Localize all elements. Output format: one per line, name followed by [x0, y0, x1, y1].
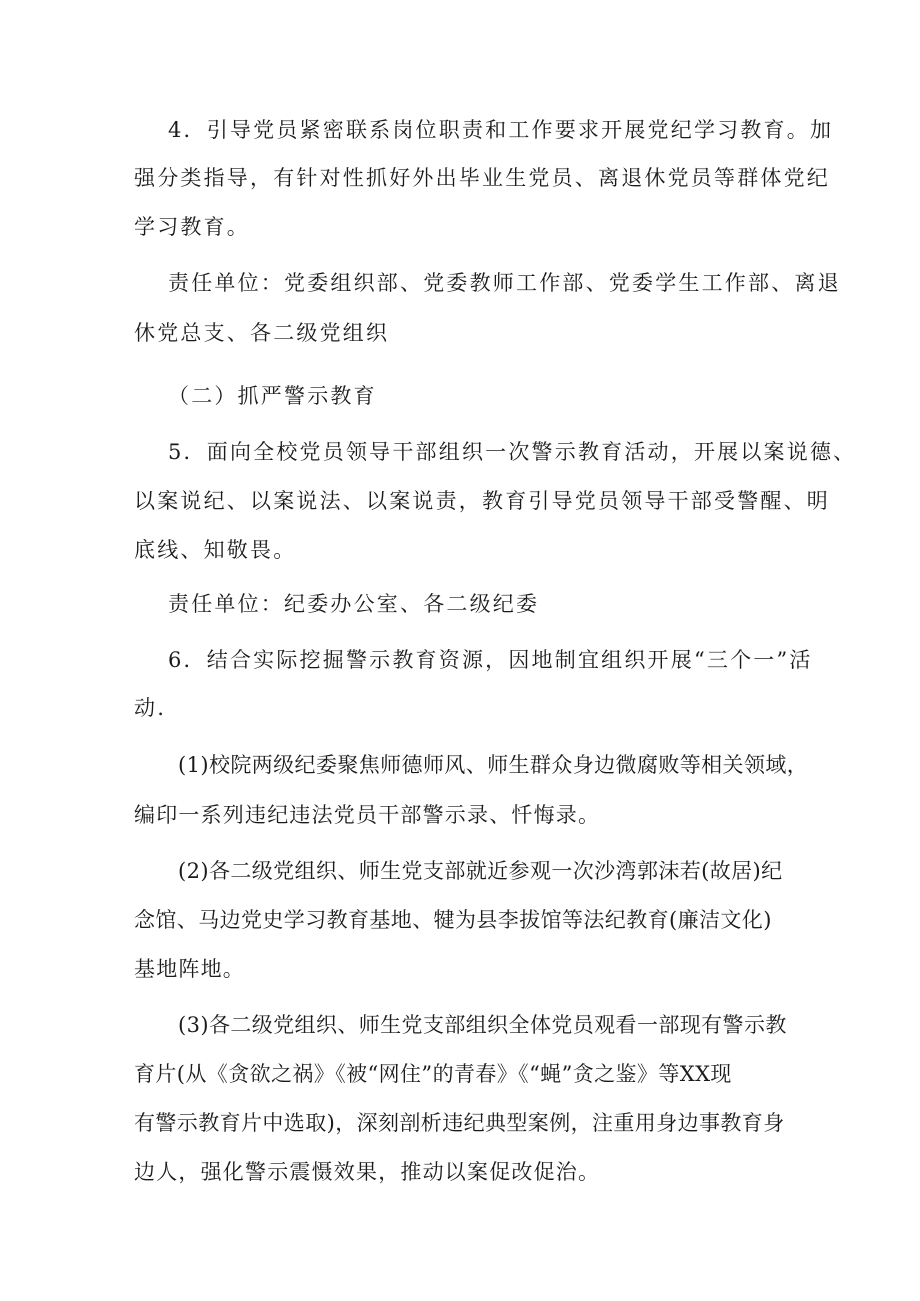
paragraph-line: (2)各二级党组织、师生党支部就近参观一次沙湾郭沫若(故居)纪	[178, 859, 783, 883]
paragraph-line: 休党总支、各二级党组织	[134, 321, 390, 345]
paragraph-line: 育片(从《贪欲之祸》《被“网住”的青春》《“蝇”贪之鉴》等XX现	[134, 1062, 732, 1086]
paragraph-line: 以案说纪、以案说法、以案说责，教育引导党员领导干部受警醒、明	[134, 489, 830, 513]
paragraph-line: 4．引导党员紧密联系岗位职责和工作要求开展党纪学习教育。加	[168, 118, 834, 142]
paragraph-line: 基地阵地。	[134, 957, 245, 981]
paragraph-line: 学习教育。	[134, 215, 250, 239]
paragraph-line: 有警示教育片中选取)，深刻剖析违纪典型案例，注重用身边事教育身	[134, 1111, 785, 1135]
paragraph-line: 边人，强化警示震慑效果，推动以案促改促治。	[134, 1160, 601, 1184]
paragraph-line: 念馆、马边党史学习教育基地、犍为县李拔馆等法纪教育(廉洁文化)	[134, 908, 772, 932]
paragraph-line: 责任单位：纪委办公室、各二级纪委	[168, 592, 540, 616]
paragraph-line: 6．结合实际挖掘警示教育资源，因地制宜组织开展“三个一”活	[168, 648, 813, 672]
paragraph-line: 底线、知敬畏。	[134, 538, 297, 562]
paragraph-line: 5．面向全校党员领导干部组织一次警示教育活动，开展以案说德、	[168, 440, 857, 464]
paragraph-line: (1)校院两级纪委聚焦师德师风、师生群众身边微腐败等相关领域，	[178, 753, 809, 777]
paragraph-line: (3)各二级党组织、师生党支部组织全体党员观看一部现有警示教	[178, 1013, 787, 1037]
paragraph-line: 编印一系列违纪违法党员干部警示录、忏悔录。	[134, 803, 601, 827]
paragraph-line: 责任单位：党委组织部、党委教师工作部、党委学生工作部、离退	[168, 271, 841, 295]
paragraph-line: 动.	[134, 696, 167, 720]
section-heading: （二）抓严警示教育	[168, 384, 377, 408]
paragraph-line: 强分类指导，有针对性抓好外出毕业生党员、离退休党员等群体党纪	[134, 166, 830, 190]
